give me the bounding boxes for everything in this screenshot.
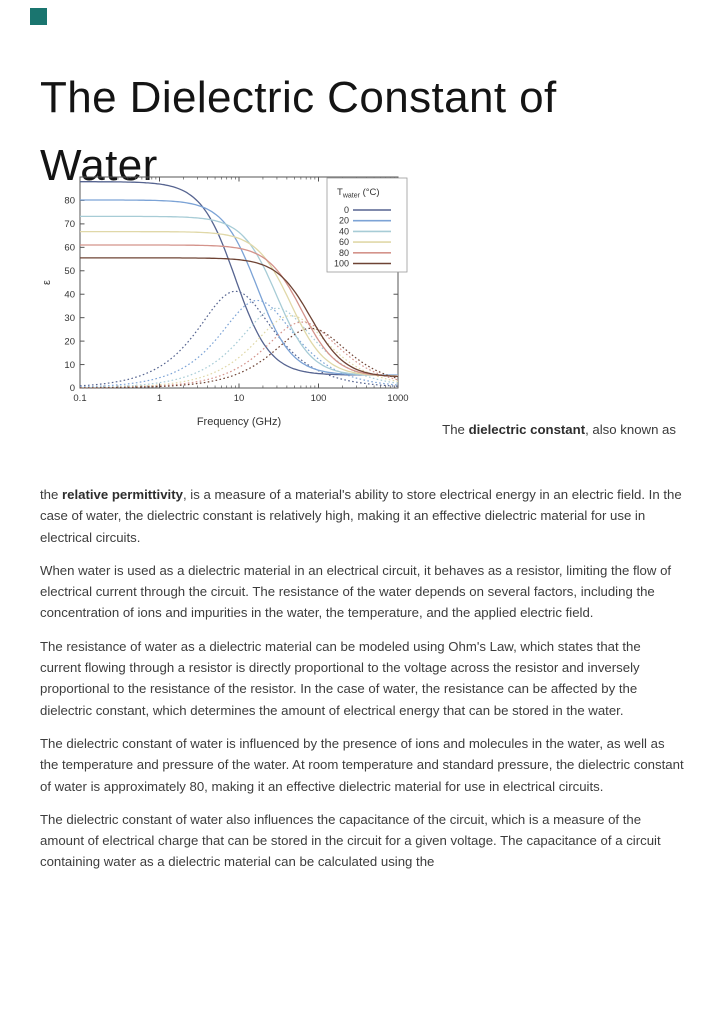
text-segment: The dielectric constant of water also influences the capacitance of the circuit, which is a measure of the amount of electrical charge that can be stored in the circuit for a given voltage. The capacitance of a circuit containing water as a dielectric material can be calculated using the [40,811,661,870]
text-segment: The resistance of water as a dielectric material can be modeled using Ohm's Law, which states that the current flowing through a resistor is directly proportional to the voltage across the resistor and inversely proportional to the resistance of the resistor. In the case of water, the resistance can be affected by the dielectric constant, which determines the amount of electrical energy that can be stored in the water. [40,638,641,718]
page-title-line1: The Dielectric Constant of [40,73,557,122]
text-segment: The dielectric constant of water is influenced by the presence of ions and molecules in the water, as well as the temperature and pressure of the water. At room temperature and standard pressure, the dielectric constant of water is approximately 80, making it an effective dielectric material for use in electrical circuits. [40,735,684,794]
legend-entry-label: 40 [338,226,349,237]
x-tick-label: 1000 [387,393,409,404]
legend-entry-label: 60 [338,237,349,248]
y-tick-label: 60 [64,242,75,254]
legend-title: $T_{water}$ (°C) [337,187,380,200]
legend-entry-label: 80 [338,247,349,258]
legend-entry-label: 100 [333,258,349,269]
real-permittivity-curve-100C [80,258,398,377]
y-axis-label: ε [41,280,53,285]
y-tick-label: 30 [64,312,75,324]
teal-accent-square [30,8,47,25]
caption-prefix: The [442,422,469,437]
caption-bold-term: dielectric constant [468,422,586,437]
x-tick-label: 10 [233,393,245,404]
y-tick-label: 20 [64,336,75,348]
y-tick-label: 0 [69,383,75,395]
legend-entry-label: 20 [338,215,349,226]
imag-permittivity-curve-40C [80,308,398,387]
paragraph [40,484,684,548]
paragraph [40,733,684,797]
y-tick-label: 70 [64,219,75,231]
bold-term: relative permittivity [62,487,183,502]
text-segment: When water is used as a dielectric material in an electrical circuit, it behaves as a resistor, limiting the flow of electrical current through the circuit. The resistance of the water depends on several factors, including the concentration of ions and impurities in the water, the temperature, and the applied electric field. [40,562,672,621]
figure-dielectric-vs-frequency [40,168,415,430]
legend-entry-label: 0 [343,205,349,215]
paragraph [40,560,684,624]
article-body [40,484,684,885]
x-axis-label: Frequency (GHz) [196,416,282,428]
imag-permittivity-curve-80C [80,322,398,388]
dielectric-chart [40,168,415,430]
imag-permittivity-curve-60C [80,316,398,388]
y-tick-label: 50 [64,265,75,277]
x-tick-label: 1 [156,393,163,404]
x-tick-label: 100 [310,393,327,404]
page-title-line2: Water [40,141,158,190]
y-tick-label: 40 [64,289,75,301]
y-tick-label: 80 [64,195,75,207]
figure-caption [442,420,676,440]
caption-suffix: , also known as [585,422,676,437]
paragraph [40,809,684,873]
x-tick-label: 0.1 [73,393,87,404]
text-segment: , is a measure of a material's ability to store electrical energy in an electric field. In the case of water, the dielectric constant is relatively high, making it an effective dielectric material for use in electrical circuits. [40,487,682,545]
paragraph [40,636,684,721]
y-tick-label: 10 [64,359,75,371]
text-segment: the [40,487,62,502]
